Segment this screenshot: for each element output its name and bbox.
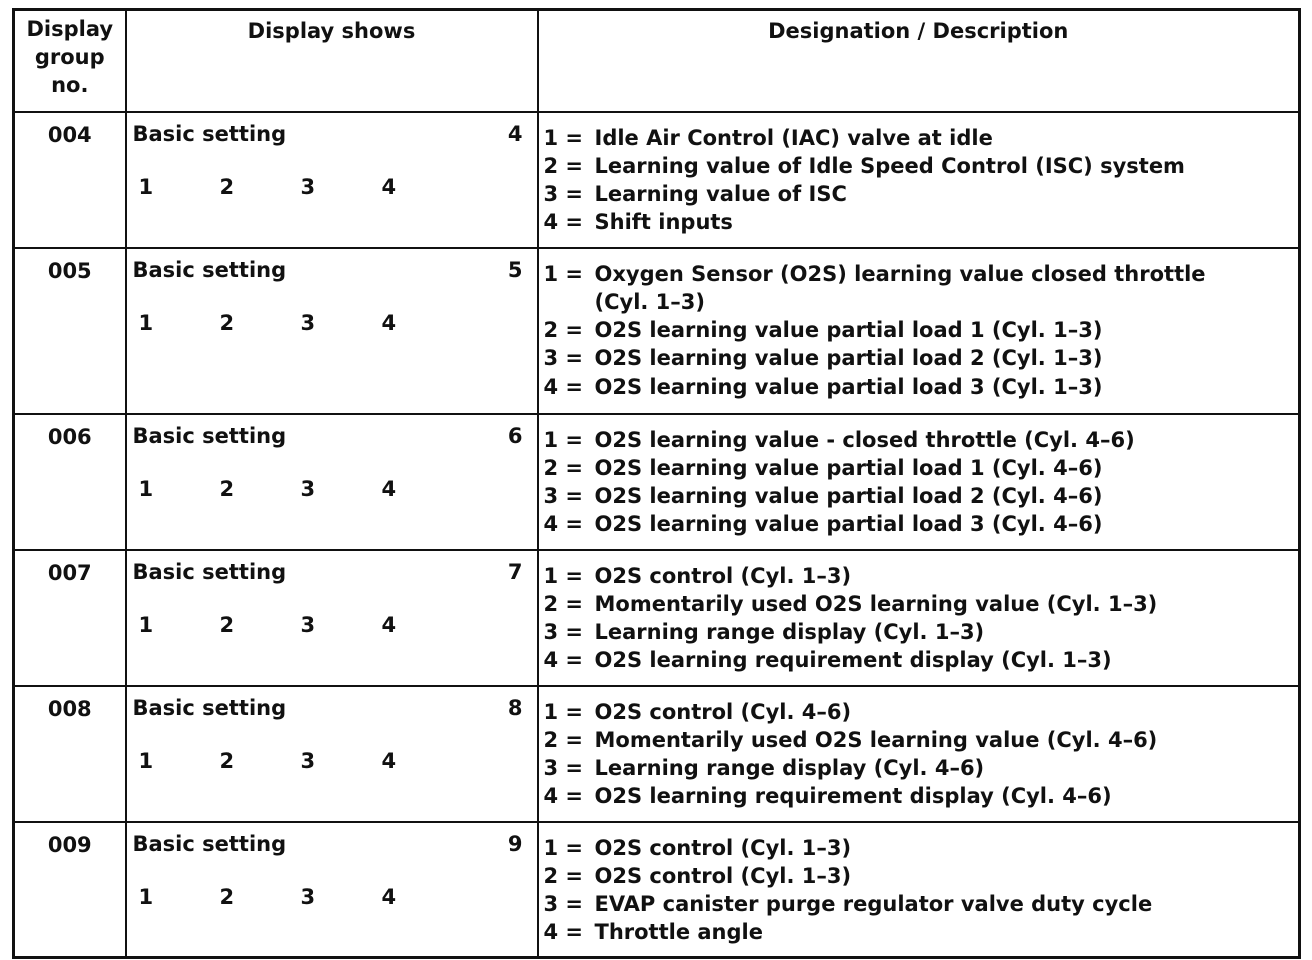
description-list	[539, 687, 1299, 811]
display-field-number: 3	[300, 748, 316, 773]
description-key: 2 =	[543, 153, 584, 178]
display-field-number: 3	[300, 612, 316, 637]
description-item	[544, 862, 1299, 890]
display-fields	[139, 311, 463, 335]
table-header-row	[14, 10, 1300, 112]
basic-setting-label: Basic setting	[132, 831, 287, 856]
description-item	[544, 890, 1299, 918]
display-field-number: 3	[300, 310, 316, 335]
description-item	[544, 426, 1299, 454]
display-field-number: 2	[219, 612, 235, 637]
header-display-group: Display group no.	[14, 10, 126, 112]
display-shows-cell	[126, 822, 538, 958]
description-item	[544, 646, 1299, 674]
display-field-number: 3	[300, 174, 316, 199]
display-fields	[139, 749, 463, 773]
description-key: 3 =	[543, 756, 584, 781]
display-field-number: 4	[381, 310, 397, 335]
description-text: O2S control (Cyl. 1–3)	[594, 863, 852, 888]
description-cell	[538, 822, 1300, 958]
display-field-number: 3	[300, 884, 316, 909]
description-text: O2S control (Cyl. 1–3)	[594, 835, 852, 860]
description-key: 3 =	[543, 182, 584, 207]
basic-setting-label: Basic setting	[132, 257, 287, 282]
basic-setting-label: Basic setting	[132, 695, 287, 720]
display-field-number: 2	[219, 476, 235, 501]
table-row	[14, 822, 1300, 958]
description-text: O2S control (Cyl. 1–3)	[594, 563, 852, 588]
basic-setting-label: Basic setting	[132, 559, 287, 584]
group-cell	[14, 550, 126, 686]
display-field-number: 2	[219, 748, 235, 773]
description-item	[544, 618, 1299, 646]
display-fields	[139, 477, 463, 501]
description-text: O2S control (Cyl. 4–6)	[594, 699, 852, 724]
display-fields	[139, 175, 463, 199]
display-number: 7	[507, 559, 523, 584]
group-cell	[14, 686, 126, 822]
description-key: 1 =	[543, 261, 584, 286]
description-text: EVAP canister purge regulator valve duty cycle	[594, 892, 1153, 917]
description-key: 3 =	[543, 892, 584, 917]
description-text: Momentarily used O2S learning value (Cyl. 4–6)	[594, 727, 1158, 752]
description-key: 2 =	[543, 591, 584, 616]
display-shows-cell	[126, 550, 538, 686]
group-number: 005	[47, 258, 92, 283]
description-key: 3 =	[543, 620, 584, 645]
description-key: 4 =	[543, 784, 584, 809]
display-field-number: 4	[381, 748, 397, 773]
group-number: 007	[47, 560, 92, 585]
description-key: 3 =	[543, 346, 584, 371]
display-number: 9	[507, 831, 523, 856]
description-item	[544, 180, 1299, 208]
table-row	[14, 248, 1300, 414]
description-cell	[538, 686, 1300, 822]
display-number: 5	[507, 257, 523, 282]
description-key: 2 =	[543, 863, 584, 888]
description-item	[544, 454, 1299, 482]
description-text: Learning range display (Cyl. 4–6)	[594, 756, 985, 781]
display-field-number: 1	[138, 174, 154, 199]
display-field-number: 2	[219, 174, 235, 199]
display-field-number: 2	[219, 884, 235, 909]
display-field-number: 4	[381, 884, 397, 909]
description-text: Learning range display (Cyl. 1–3)	[594, 620, 985, 645]
display-fields	[139, 613, 463, 637]
description-key: 1 =	[543, 699, 584, 724]
description-item	[544, 590, 1299, 618]
group-number: 004	[47, 122, 92, 147]
display-shows-cell	[126, 248, 538, 414]
description-text: O2S learning value - closed throttle (Cyl. 4–6)	[594, 427, 1135, 452]
description-item	[544, 208, 1299, 236]
display-group-document	[12, 8, 1301, 959]
description-key: 4 =	[543, 648, 584, 673]
group-cell	[14, 112, 126, 248]
display-number: 4	[507, 121, 523, 146]
description-key: 2 =	[543, 727, 584, 752]
description-item	[544, 562, 1299, 590]
group-number: 009	[47, 832, 92, 857]
group-cell	[14, 248, 126, 414]
description-text: Shift inputs	[594, 210, 733, 235]
display-field-number: 2	[219, 310, 235, 335]
description-text: O2S learning value partial load 2 (Cyl. 1–3)	[594, 346, 1103, 371]
description-text: O2S learning value partial load 3 (Cyl. 1–3)	[594, 374, 1103, 399]
description-item	[544, 834, 1299, 862]
display-field-number: 1	[138, 612, 154, 637]
description-item	[544, 698, 1299, 726]
display-field-number: 1	[138, 884, 154, 909]
display-fields	[139, 885, 463, 909]
display-field-number: 3	[300, 476, 316, 501]
description-item	[544, 482, 1299, 510]
description-text: Oxygen Sensor (O2S) learning value closed throttle (Cyl. 1–3)	[594, 261, 1206, 314]
table-row	[14, 550, 1300, 686]
description-list	[539, 249, 1299, 401]
description-key: 3 =	[543, 484, 584, 509]
table-row	[14, 414, 1300, 550]
group-cell	[14, 414, 126, 550]
basic-setting-label: Basic setting	[132, 121, 287, 146]
description-list	[539, 415, 1299, 539]
description-text: Idle Air Control (IAC) valve at idle	[594, 125, 993, 150]
description-key: 2 =	[543, 318, 584, 343]
description-list	[539, 823, 1299, 947]
description-key: 4 =	[543, 210, 584, 235]
description-key: 4 =	[543, 512, 584, 537]
display-field-number: 1	[138, 310, 154, 335]
display-number: 8	[507, 695, 523, 720]
group-cell	[14, 822, 126, 958]
description-text: Learning value of Idle Speed Control (ISC) system	[594, 153, 1185, 178]
display-shows-cell	[126, 686, 538, 822]
basic-setting-label: Basic setting	[132, 423, 287, 448]
description-item	[544, 124, 1299, 152]
display-shows-cell	[126, 414, 538, 550]
description-key: 1 =	[543, 563, 584, 588]
description-item	[544, 782, 1299, 810]
description-item	[544, 316, 1299, 344]
display-group-table	[12, 8, 1301, 959]
description-list	[539, 551, 1299, 675]
description-item	[544, 344, 1299, 372]
display-field-number: 4	[381, 476, 397, 501]
description-cell	[538, 550, 1300, 686]
description-item	[544, 373, 1299, 401]
description-item	[544, 152, 1299, 180]
description-text: O2S learning value partial load 1 (Cyl. 4–6)	[594, 455, 1103, 480]
description-key: 1 =	[543, 427, 584, 452]
description-cell	[538, 248, 1300, 414]
description-key: 4 =	[543, 374, 584, 399]
display-field-number: 4	[381, 174, 397, 199]
description-text: O2S learning value partial load 1 (Cyl. 1–3)	[594, 318, 1103, 343]
display-field-number: 1	[138, 476, 154, 501]
description-text: Momentarily used O2S learning value (Cyl. 1–3)	[594, 591, 1158, 616]
description-list	[539, 113, 1299, 237]
description-text: Learning value of ISC	[594, 182, 847, 207]
display-shows-cell	[126, 112, 538, 248]
display-field-number: 4	[381, 612, 397, 637]
description-item	[544, 510, 1299, 538]
description-key: 1 =	[543, 125, 584, 150]
group-number: 008	[47, 696, 92, 721]
header-display-shows: Display shows	[126, 10, 538, 112]
description-text: O2S learning value partial load 3 (Cyl. 4–6)	[594, 512, 1103, 537]
description-item	[544, 918, 1299, 946]
description-key: 4 =	[543, 920, 584, 945]
description-text: O2S learning requirement display (Cyl. 4–6)	[594, 784, 1112, 809]
group-number: 006	[47, 424, 92, 449]
description-item	[544, 726, 1299, 754]
description-text: Throttle angle	[594, 920, 763, 945]
description-cell	[538, 414, 1300, 550]
description-item	[544, 754, 1299, 782]
description-text: O2S learning requirement display (Cyl. 1–3)	[594, 648, 1112, 673]
description-key: 2 =	[543, 455, 584, 480]
description-text: O2S learning value partial load 2 (Cyl. 4–6)	[594, 484, 1103, 509]
description-key: 1 =	[543, 835, 584, 860]
description-item	[544, 260, 1299, 317]
table-row	[14, 112, 1300, 248]
description-cell	[538, 112, 1300, 248]
table-row	[14, 686, 1300, 822]
display-number: 6	[507, 423, 523, 448]
display-field-number: 1	[138, 748, 154, 773]
header-description: Designation / Description	[538, 10, 1300, 112]
